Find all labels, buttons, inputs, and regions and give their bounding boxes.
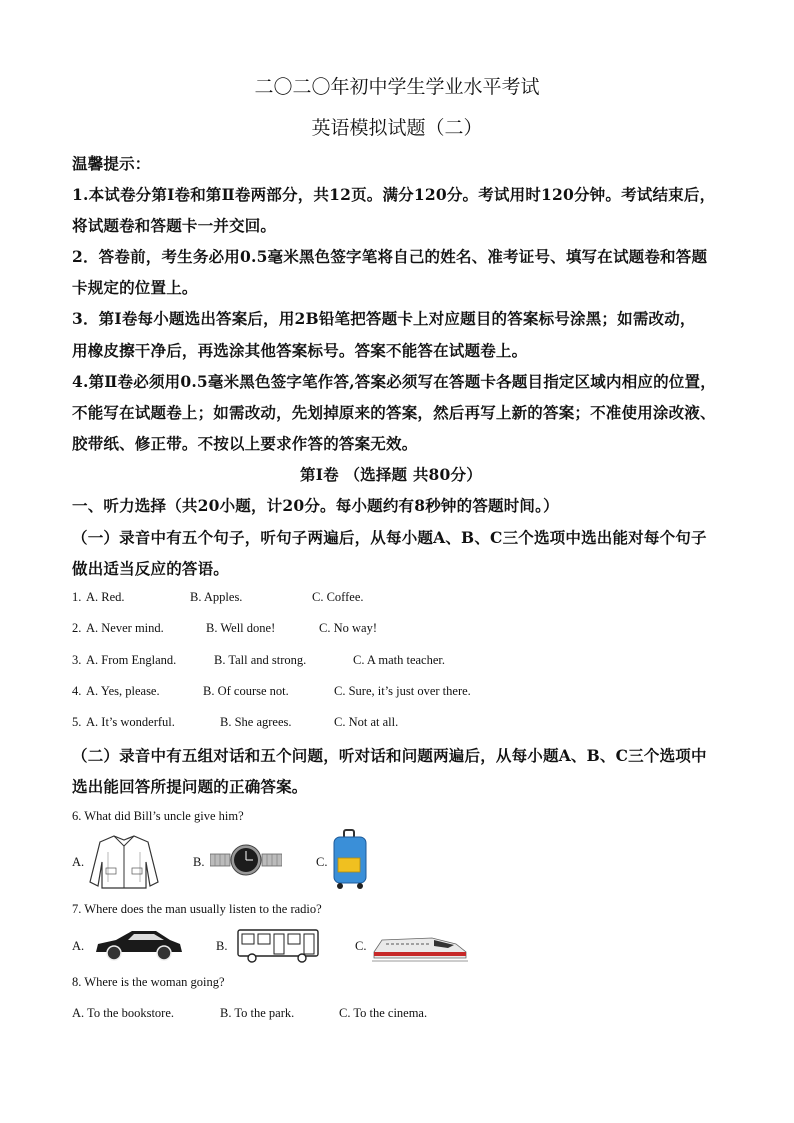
question-7-text: 7. Where does the man usually listen to the radio?	[72, 902, 322, 916]
option-a: A. From England.	[86, 653, 177, 667]
tip-4-line-3: 胶带纸、修正带。不按以上要求作答的答案无效。	[72, 434, 418, 453]
question-number: 3.	[72, 653, 82, 667]
bus-icon	[236, 928, 322, 964]
option-c: C. Sure, it’s just over there.	[334, 684, 471, 698]
tip-2-line-2: 卡规定的位置上。	[72, 278, 198, 297]
tip-2-line-1: 2．答卷前，考生务必用0.5毫米黑色签字笔将自己的姓名、准考证号、填写在试题卷和答题	[72, 247, 708, 266]
q8-option-b: B. To the park.	[220, 1006, 295, 1020]
watch-icon	[210, 844, 282, 876]
car-icon	[92, 928, 184, 962]
question-8-text: 8. Where is the woman going?	[72, 975, 225, 989]
option-b: B. Tall and strong.	[214, 653, 307, 667]
train-icon	[372, 930, 468, 964]
q6-option-b-label: B.	[193, 855, 205, 869]
tip-1-line-1: 1.本试卷分第Ⅰ卷和第Ⅱ卷两部分，共12页。满分120分。考试用时120分钟。考试结束后，	[72, 185, 716, 204]
question-5	[72, 715, 399, 730]
question-2	[72, 621, 377, 636]
option-a: A. It’s wonderful.	[86, 715, 175, 729]
q6-option-a-label: A.	[72, 855, 85, 869]
option-b: B. Well done!	[206, 621, 276, 635]
part1b-line-2: 选出能回答所提问题的正确答案。	[72, 777, 308, 796]
section-title: 第Ⅰ卷 （选择题 共80分）	[300, 465, 482, 484]
question-6-text: 6. What did Bill’s uncle give him?	[72, 809, 244, 823]
option-c: C. A math teacher.	[353, 653, 445, 667]
part1a-line-1: （一）录音中有五个句子，听句子两遍后，从每小题A、B、C三个选项中选出能对每个句子	[72, 528, 707, 547]
q7-option-b-label: B.	[216, 939, 228, 953]
tip-3-line-2: 用橡皮擦干净后，再选涂其他答案标号。答案不能答在试题卷上。	[72, 341, 528, 360]
tip-4-line-1: 4.第Ⅱ卷必须用0.5毫米黑色签字笔作答,答案必须写在答题卡各题目指定区域内相应的位置，	[72, 372, 716, 391]
suitcase-icon	[330, 828, 370, 890]
q8-option-c: C. To the cinema.	[339, 1006, 428, 1020]
option-c: C. No way!	[319, 621, 377, 635]
exam-subtitle: 英语模拟试题（二）	[311, 117, 483, 139]
q8-option-a: A. To the bookstore.	[72, 1006, 175, 1020]
option-c: C. Coffee.	[312, 590, 364, 604]
jacket-icon	[88, 832, 160, 892]
tip-1-line-2: 将试题卷和答题卡一并交回。	[72, 216, 277, 235]
tips-heading: 温馨提示：	[72, 154, 151, 173]
option-c: C. Not at all.	[334, 715, 399, 729]
tip-3-line-1: 3．第Ⅰ卷每小题选出答案后，用2B铅笔把答题卡上对应题目的答案标号涂黑；如需改动，	[72, 309, 696, 328]
question-4	[72, 684, 471, 699]
question-3	[72, 653, 445, 668]
question-number: 4.	[72, 684, 82, 698]
question-1	[72, 590, 364, 605]
option-a: A. Red.	[86, 590, 125, 604]
part1b-line-1: （二）录音中有五组对话和五个问题，听对话和问题两遍后，从每小题A、B、C三个选项中	[72, 746, 707, 765]
option-b: B. She agrees.	[220, 715, 292, 729]
question-number: 2.	[72, 621, 82, 635]
option-a: A. Never mind.	[86, 621, 164, 635]
q7-option-c-label: C.	[355, 939, 367, 953]
option-b: B. Apples.	[190, 590, 243, 604]
part1a-line-2: 做出适当反应的答语。	[72, 559, 230, 578]
tip-4-line-2: 不能写在试题卷上；如需改动，先划掉原来的答案，然后再写上新的答案；不准使用涂改液、	[72, 403, 716, 422]
option-b: B. Of course not.	[203, 684, 289, 698]
q6-option-c-label: C.	[316, 855, 328, 869]
option-a: A. Yes, please.	[86, 684, 160, 698]
question-number: 1.	[72, 590, 82, 604]
part1-heading: 一、听力选择（共20小题，计20分。每小题约有8秒钟的答题时间。）	[72, 496, 559, 515]
question-number: 5.	[72, 715, 82, 729]
q7-option-a-label: A.	[72, 939, 85, 953]
exam-title: 二〇二〇年初中学生学业水平考试	[254, 76, 540, 98]
